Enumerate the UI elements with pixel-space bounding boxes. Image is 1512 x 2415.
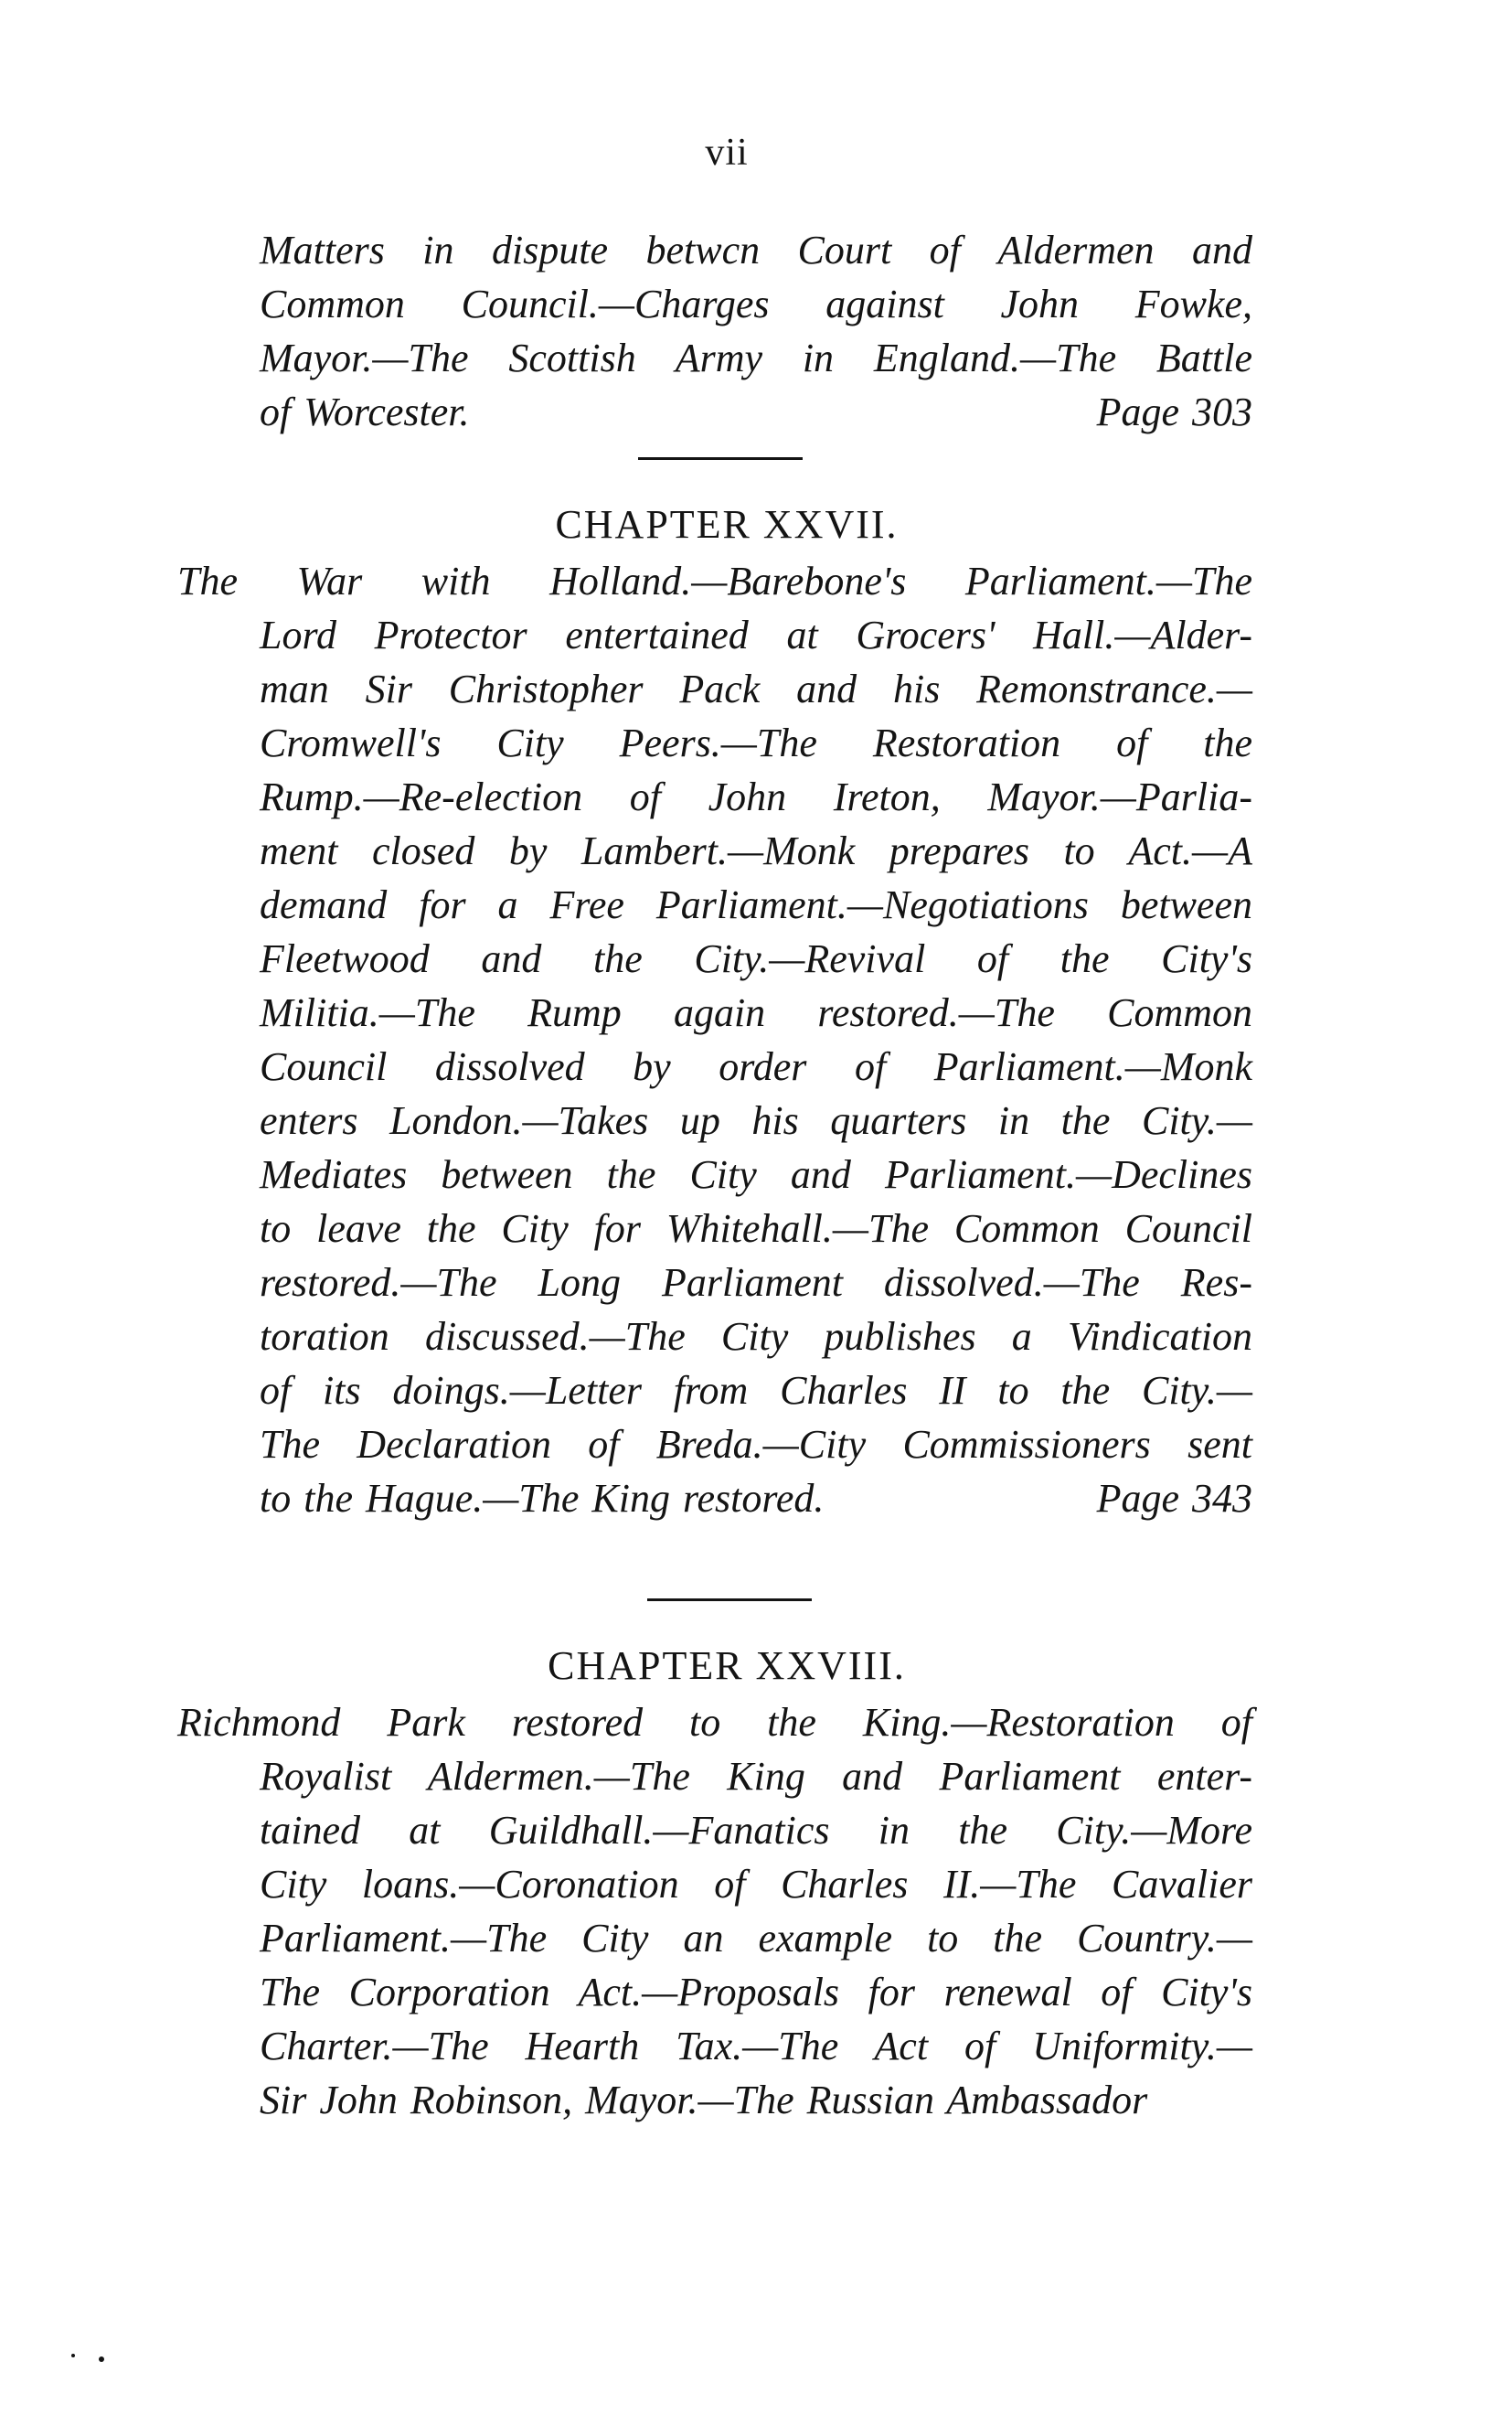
section-divider [647, 1598, 812, 1601]
summary-line: Matters in dispute betwcn Court of Aldermen and [260, 228, 1252, 272]
summary-final-line [260, 1471, 1252, 1525]
summary-line: Charter.—The Hearth Tax.—The Act of Uniformity.— [260, 2024, 1252, 2068]
summary-line: of its doings.—Letter from Charles II to the City.— [260, 1368, 1252, 1413]
summary-line: Council dissolved by order of Parliament.—Monk [260, 1044, 1252, 1089]
chapter-27-summary [177, 554, 1252, 1525]
summary-line: Lord Protector entertained at Grocers' Hall.—Alder- [260, 613, 1252, 657]
summary-line: Rump.—Re-election of John Ireton, Mayor.—Parlia- [260, 775, 1252, 819]
summary-line: The Corporation Act.—Proposals for renewal of City's [260, 1970, 1252, 2014]
chapter-heading: CHAPTER XXVII. [555, 502, 899, 547]
summary-line: of Worcester. [260, 390, 470, 434]
summary-line: to the Hague.—The King restored. [260, 1476, 825, 1521]
summary-line: enters London.—Takes up his quarters in the City.— [260, 1098, 1252, 1143]
summary-line: ment closed by Lambert.—Monk prepares to Act.—A [260, 828, 1252, 873]
summary-line: Common Council.—Charges against John Fowke, [260, 282, 1252, 326]
chapter-28-summary [177, 1695, 1252, 2127]
summary-line: demand for a Free Parliament.—Negotiations between [260, 882, 1252, 927]
summary-line: Richmond Park restored to the King.—Restoration of [177, 1700, 1252, 1745]
summary-line: to leave the City for Whitehall.—The Common Council [260, 1206, 1252, 1251]
ink-speck [71, 2354, 75, 2357]
page-reference: Page 303 [1096, 390, 1252, 434]
summary-line: toration discussed.—The City publishes a Vindication [260, 1314, 1252, 1359]
summary-line: Fleetwood and the City.—Revival of the City's [260, 936, 1252, 981]
summary-line: Mediates between the City and Parliament.—Declines [260, 1152, 1252, 1197]
summary-line: The War with Holland.—Barebone's Parliament.—The [177, 559, 1252, 604]
summary-line: man Sir Christopher Pack and his Remonstrance.— [260, 667, 1252, 711]
summary-line: tained at Guildhall.—Fanatics in the City.—More [260, 1808, 1252, 1853]
page-number: vii [705, 132, 749, 174]
summary-line: City loans.—Coronation of Charles II.—The Cavalier [260, 1862, 1252, 1907]
summary-line: Royalist Aldermen.—The King and Parliament enter- [260, 1754, 1252, 1799]
page-reference: Page 343 [1096, 1476, 1252, 1521]
summary-line: restored.—The Long Parliament dissolved.—The Res- [260, 1260, 1252, 1305]
section-divider [638, 457, 803, 460]
ink-speck [99, 2356, 104, 2362]
summary-line: The Declaration of Breda.—City Commissioners sent [260, 1422, 1252, 1467]
summary-line: Cromwell's City Peers.—The Restoration of the [260, 721, 1252, 765]
summary-final-line [260, 385, 1252, 439]
summary-line: Mayor.—The Scottish Army in England.—The Battle [260, 336, 1252, 380]
chapter-26-summary [260, 223, 1252, 439]
chapter-heading: CHAPTER XXVIII. [548, 1643, 906, 1688]
summary-line: Parliament.—The City an example to the Country.— [260, 1916, 1252, 1961]
summary-line: Sir John Robinson, Mayor.—The Russian Ambassador [260, 2078, 1148, 2122]
summary-line: Militia.—The Rump again restored.—The Common [260, 990, 1252, 1035]
